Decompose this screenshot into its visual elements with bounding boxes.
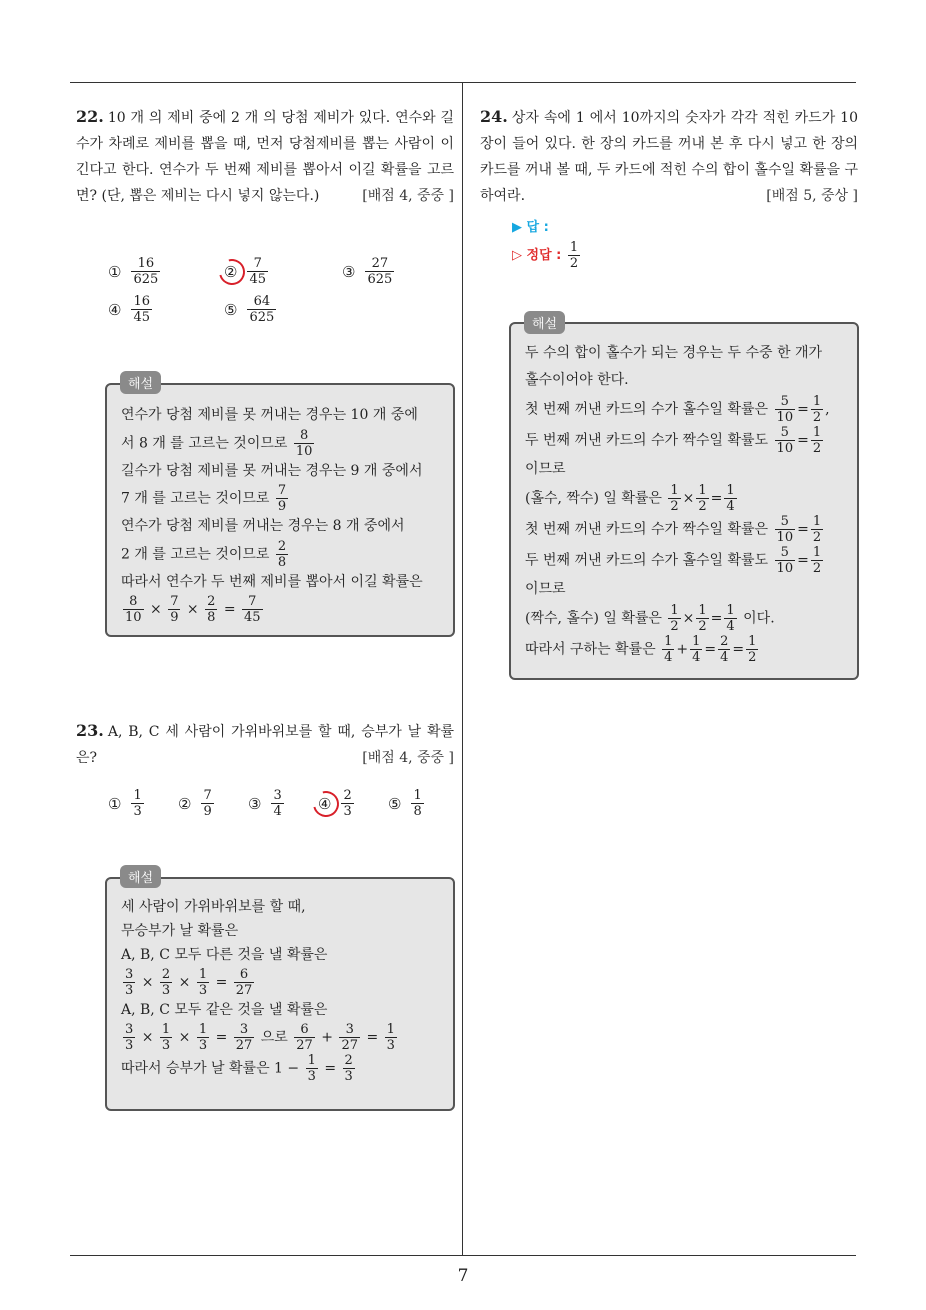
solution-equation: $\frac{8}{10}$ × $\frac{7}{9}$ × $\frac{2}{8}$ = $\frac{7}{45}$: [125, 594, 261, 625]
correct-answer: ▷ 정답 : $\frac{1}{2}$: [512, 240, 579, 271]
solution-line: 첫 번째 꺼낸 카드의 수가 짝수일 확률은 $\frac{5}{10}$ = $\frac{1}{2}$: [525, 514, 822, 545]
question-24: [480, 104, 858, 209]
question-text: 상자 속에 1 에서 10까지의 숫자가 각각 적힌 카드가 10장이 들어 있다. 한 장의 카드를 꺼내 본 후 다시 넣고 한 장의 카드를 꺼내 볼 때, 두 카드에 적힌 수의 합이 홀수일 확률을 구하여라.: [480, 110, 858, 204]
solution-line: 홀수이어야 한다.: [525, 372, 629, 388]
fraction: $\frac{27}{625}$: [367, 256, 393, 287]
solution-line: 따라서 구하는 확률은 $\frac{1}{4}$ + $\frac{1}{4}$ = $\frac{2}{4}$ = $\frac{1}{2}$: [525, 634, 757, 665]
fraction: $\frac{16}{625}$: [133, 256, 159, 287]
question-meta: [배점 4, 중중 ]: [362, 188, 454, 204]
solution-line: 따라서 연수가 두 번째 제비를 뽑아서 이길 확률은: [121, 573, 423, 590]
choice-mark: ②: [178, 794, 192, 813]
choice-mark: ⑤: [224, 300, 238, 319]
column-divider: [462, 82, 463, 1255]
solution-line: 연수가 당첨 제비를 못 꺼내는 경우는 10 개 중에: [121, 407, 418, 423]
choice-mark-selected: ④: [318, 794, 332, 813]
choice-mark: ③: [248, 794, 262, 813]
choice-1[interactable]: [108, 788, 146, 819]
solution-line: 따라서 승부가 날 확률은 1 − $\frac{1}{3}$ = $\frac{2}{3}$: [121, 1053, 353, 1084]
solution-equation: $\frac{3}{3}$ × $\frac{2}{3}$ × $\frac{1}{3}$ = $\frac{6}{27}$: [125, 967, 253, 998]
question-meta: [배점 4, 중중 ]: [362, 750, 454, 766]
choice-5[interactable]: [388, 788, 426, 819]
fraction: $\frac{7}{9}$: [203, 788, 212, 819]
solution-line: 첫 번째 꺼낸 카드의 수가 홀수일 확률은 $\frac{5}{10}$ = $\frac{1}{2}$ ,: [525, 394, 830, 425]
choice-mark: ④: [108, 300, 122, 319]
choice-mark: ①: [108, 262, 122, 281]
solution-line: (짝수, 홀수) 일 확률은 $\frac{1}{2}$ × $\frac{1}{2}$ = $\frac{1}{4}$ 이다.: [525, 603, 775, 634]
choice-5[interactable]: [224, 294, 278, 325]
solution-line: 두 번째 꺼낸 카드의 수가 홀수일 확률도 $\frac{5}{10}$ = $\frac{1}{2}$: [525, 545, 822, 576]
fraction: $\frac{2}{3}$: [343, 788, 352, 819]
question-meta: [배점 5, 중상 ]: [766, 188, 858, 204]
choice-3[interactable]: [248, 788, 286, 819]
question-number: 22.: [76, 107, 104, 126]
page-number: 7: [457, 1266, 469, 1286]
choice-mark: ③: [342, 262, 356, 281]
solution-tag: 해설: [120, 865, 161, 888]
question-number: 23.: [76, 721, 104, 740]
solution-line: 두 수의 합이 홀수가 되는 경우는 두 수중 한 개가: [525, 345, 823, 361]
solution-box-22: [105, 383, 455, 637]
solution-line: 7 개 를 고르는 것이므로 $\frac{7}{9}$: [121, 483, 287, 514]
solution-line: 길수가 당첨 제비를 못 꺼내는 경우는 9 개 중에서: [121, 462, 423, 479]
choice-mark: ①: [108, 794, 122, 813]
choice-1[interactable]: [108, 256, 162, 287]
question-22: [76, 104, 454, 209]
bottom-rule: [70, 1255, 856, 1256]
solution-tag: 해설: [120, 371, 161, 394]
solution-line: 2 개 를 고르는 것이므로 $\frac{2}{8}$: [121, 538, 287, 570]
solution-body: [121, 895, 443, 1084]
top-rule: [70, 82, 856, 83]
choice-mark: ⑤: [388, 794, 402, 813]
question-number: 24.: [480, 107, 508, 126]
solution-line: 이므로: [525, 581, 566, 597]
choice-3[interactable]: [342, 256, 396, 287]
fraction: $\frac{3}{4}$: [273, 788, 282, 819]
fraction: $\frac{1}{8}$: [413, 788, 422, 819]
fraction: $\frac{1}{3}$: [133, 788, 142, 819]
solution-line: 이므로: [525, 461, 566, 477]
fraction: $\frac{64}{625}$: [249, 294, 275, 325]
question-23: [76, 718, 454, 771]
fraction: $\frac{16}{45}$: [133, 294, 150, 325]
solution-body: [525, 340, 847, 665]
solution-box-24: [509, 322, 859, 680]
solution-line: 세 사람이 가위바위보를 할 때,: [121, 899, 306, 915]
correct-answer-label: ▷ 정답 :: [512, 248, 562, 263]
choice-mark-selected: ②: [224, 262, 238, 281]
choice-4[interactable]: [318, 788, 356, 819]
question-text: 10 개 의 제비 중에 2 개 의 당첨 제비가 있다. 연수와 길수가 차례로 제비를 뽑을 때, 먼저 당첨제비를 뽑는 사람이 이긴다고 한다. 연수가 두 번째 제비를 뽑아서 이길 확률을 고르면? (단, 뽑은 제비는 다시 넣지 않는다.): [76, 110, 454, 204]
solution-line: 서 8 개 를 고르는 것이므로 $\frac{8}{10}$: [121, 427, 313, 459]
answer-field[interactable]: ▶ 답 :: [512, 220, 549, 235]
question-text: A, B, C 세 사람이 가위바위보를 할 때, 승부가 날 확률은?: [76, 724, 454, 766]
choice-2[interactable]: [178, 788, 216, 819]
fraction: $\frac{7}{45}$: [249, 256, 266, 287]
choice-4[interactable]: [108, 294, 154, 325]
solution-body: [121, 403, 443, 625]
choice-2[interactable]: [224, 256, 270, 287]
solution-box-23: [105, 877, 455, 1111]
solution-line: (홀수, 짝수) 일 확률은 $\frac{1}{2}$ × $\frac{1}{2}$ = $\frac{1}{4}$: [525, 483, 735, 514]
solution-line: 무승부가 날 확률은: [121, 923, 239, 939]
solution-line: A, B, C 모두 다른 것을 낼 확률은: [121, 947, 328, 963]
solution-line: 두 번째 꺼낸 카드의 수가 짝수일 확률도 $\frac{5}{10}$ = $\frac{1}{2}$: [525, 425, 822, 456]
solution-tag: 해설: [524, 311, 565, 334]
solution-equation: $\frac{3}{3}$ × $\frac{1}{3}$ × $\frac{1}{3}$ = $\frac{3}{27}$ 으로 $\frac{6}{27}$ + $\frac{3}{27}$ = $\frac{1}{3}$: [125, 1022, 395, 1053]
solution-line: A, B, C 모두 같은 것을 낼 확률은: [121, 1002, 328, 1018]
solution-line: 연수가 당첨 제비를 꺼내는 경우는 8 개 중에서: [121, 518, 405, 534]
